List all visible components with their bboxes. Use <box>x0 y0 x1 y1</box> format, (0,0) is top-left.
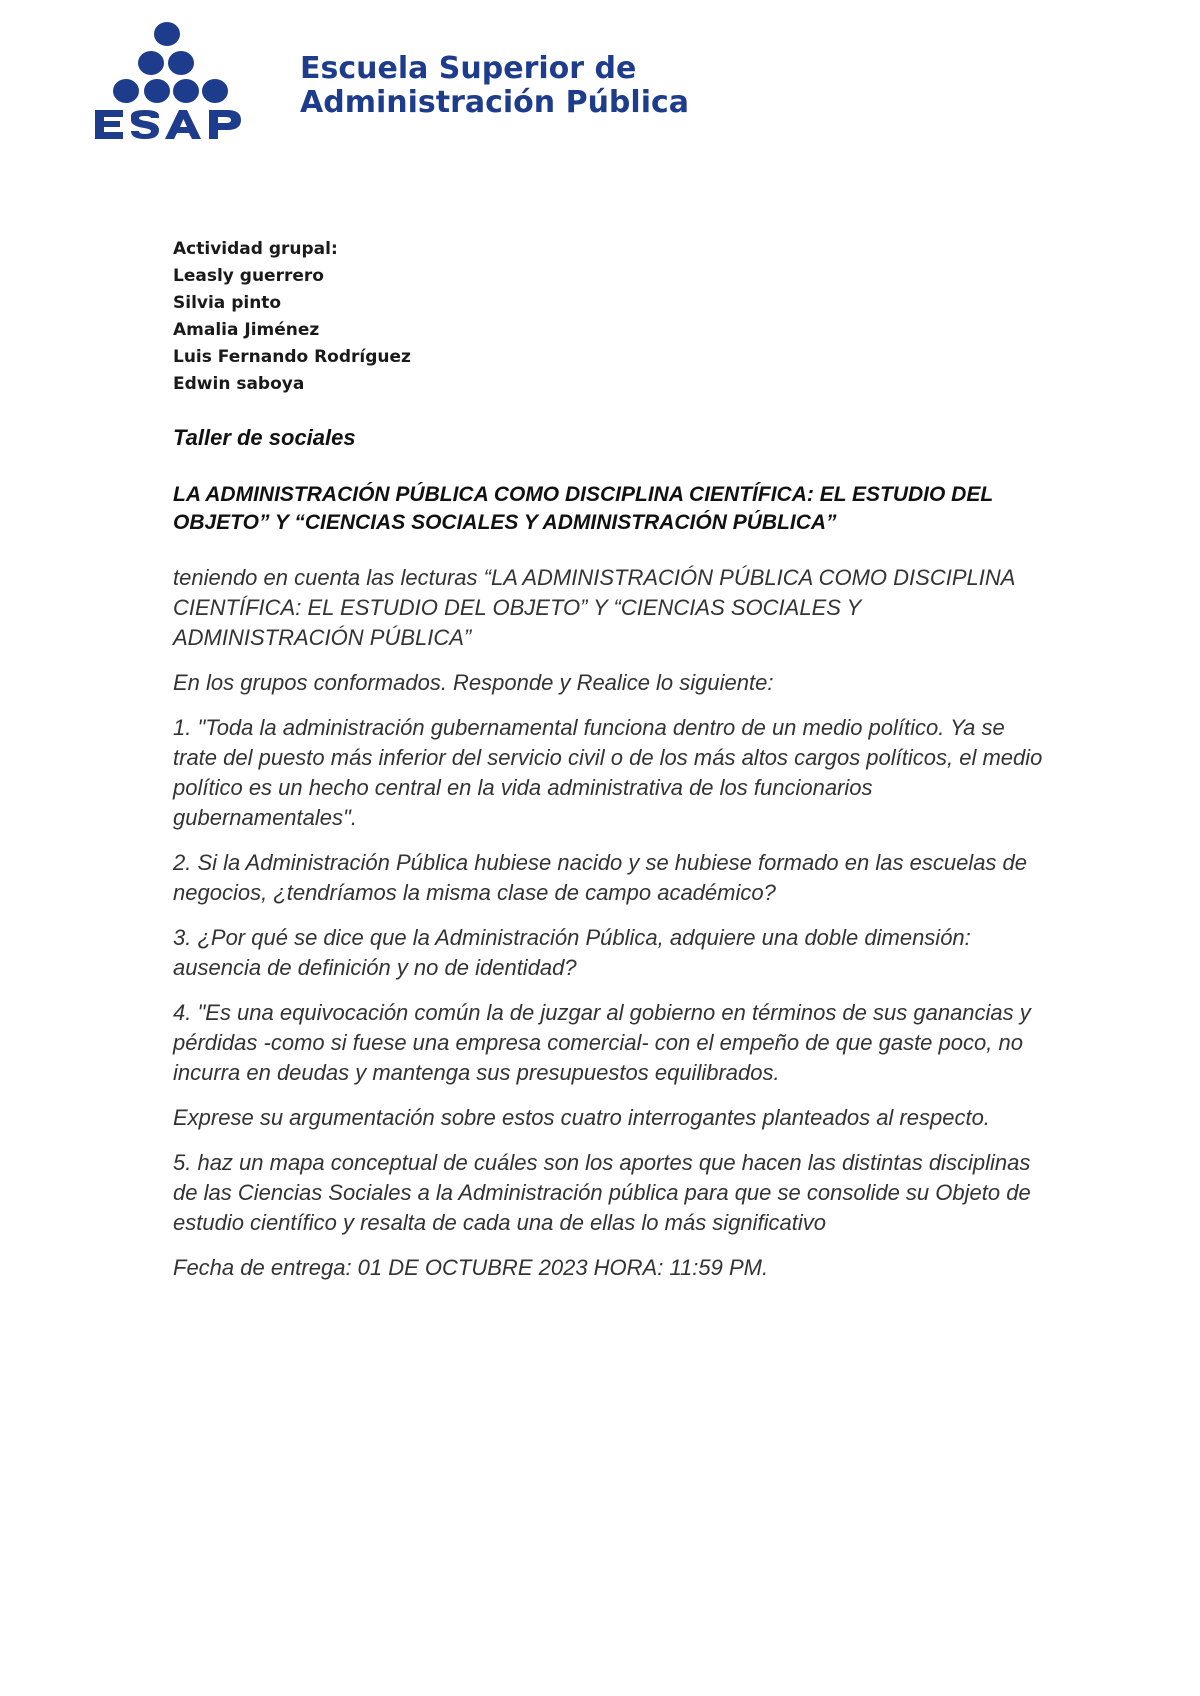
school-name-line1: Escuela Superior de <box>300 51 637 86</box>
question-5: 5. haz un mapa conceptual de cuáles son los aportes que hacen las distintas disciplinas de las Ciencias Sociales a la Administración pública para que se consolide su Objeto de estudio científico y resalta de cada una de ellas lo más significativo <box>173 1150 1031 1235</box>
member-name: Amalia Jiménez <box>173 320 320 340</box>
instruction-paragraph: En los grupos conformados. Responde y Realice lo siguiente: <box>173 670 774 695</box>
question-3: 3. ¿Por qué se dice que la Administración Pública, adquiere una doble dimensión: ausencia de definición y no de identidad? <box>173 925 971 980</box>
document-title: LA ADMINISTRACIÓN PÚBLICA COMO DISCIPLINA CIENTÍFICA: EL ESTUDIO DEL OBJETO” Y “CIENCIAS SOCIALES Y ADMINISTRACIÓN PÚBLICA” <box>173 483 993 534</box>
deadline: Fecha de entrega: 01 DE OCTUBRE 2023 HORA: 11:59 PM. <box>173 1255 769 1280</box>
question-2: 2. Si la Administración Pública hubiese nacido y se hubiese formado en las escuelas de negocios, ¿tendríamos la misma clase de campo académico? <box>173 850 1028 905</box>
group-members <box>173 236 411 398</box>
member-name: Silvia pinto <box>173 293 282 313</box>
school-name-line2: Administración Pública <box>300 85 690 120</box>
document-subtitle: Taller de sociales <box>173 425 356 450</box>
member-name: Luis Fernando Rodríguez <box>173 347 411 367</box>
school-name <box>300 52 689 120</box>
member-name: Leasly guerrero <box>173 266 324 286</box>
intro-paragraph: teniendo en cuenta las lecturas “LA ADMINISTRACIÓN PÚBLICA COMO DISCIPLINA CIENTÍFICA: EL ESTUDIO DEL OBJETO” Y “CIENCIAS SOCIALES Y ADMINISTRACIÓN PÚBLICA” <box>173 565 1015 650</box>
express-paragraph: Exprese su argumentación sobre estos cuatro interrogantes planteados al respecto. <box>173 1105 990 1130</box>
member-name: Edwin saboya <box>173 374 305 394</box>
document-body <box>173 425 1053 1298</box>
esap-logo <box>95 20 275 145</box>
document-header <box>95 20 795 150</box>
question-4: 4. "Es una equivocación común la de juzgar al gobierno en términos de sus ganancias y pérdidas -como si fuese una empresa comercial- con el empeño de que gaste poco, no incurra en deudas y mantenga sus presupuestos equilibrados. <box>173 1000 1031 1085</box>
members-label: Actividad grupal: <box>173 239 338 259</box>
question-1: 1. "Toda la administración gubernamental funciona dentro de un medio político. Ya se trate del puesto más inferior del servicio civil o de los más altos cargos políticos, el medio político es un hecho central en la vida administrativa de los funcionarios gubernamentales". <box>173 715 1043 830</box>
